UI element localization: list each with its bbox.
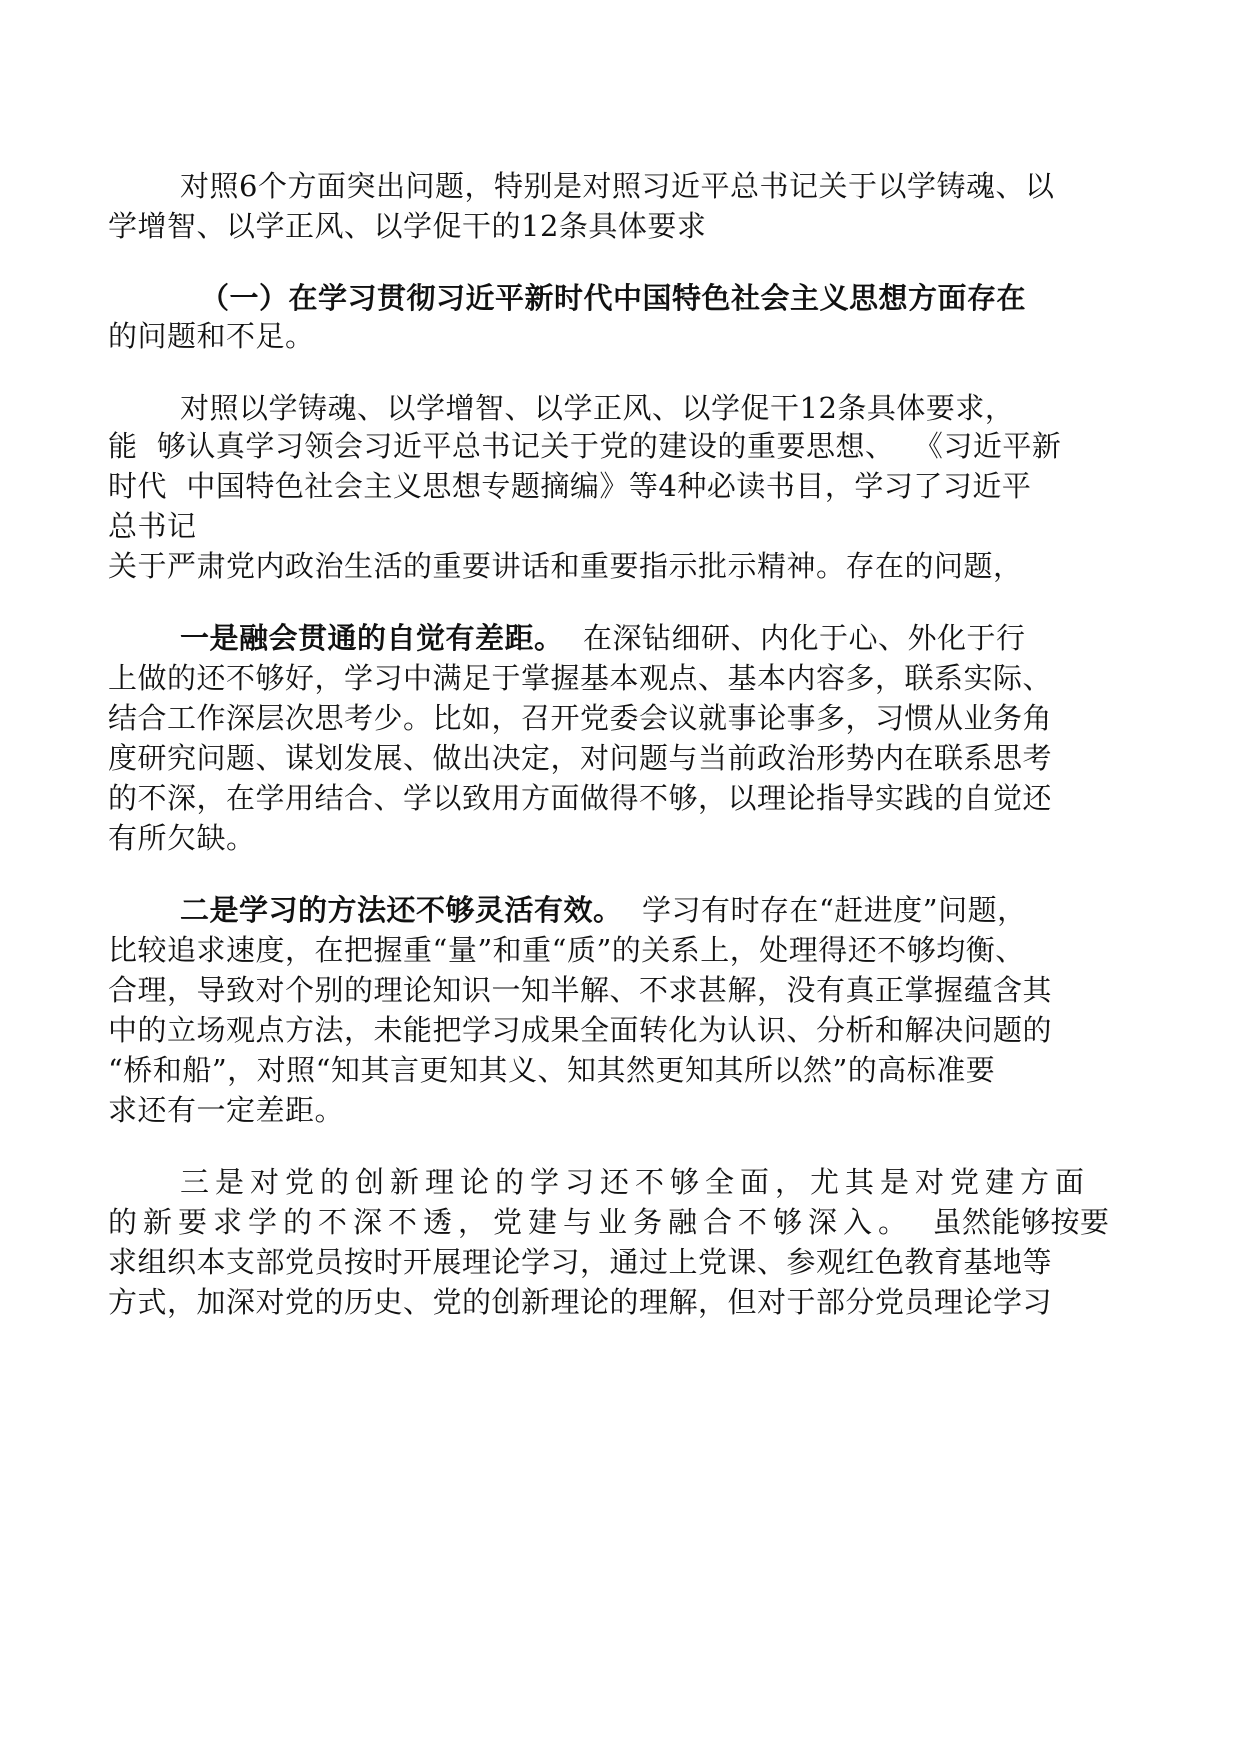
- text-line: [108, 546, 1023, 586]
- text-segment: 虽然能够按要: [913, 1205, 1110, 1239]
- text-line: [108, 1050, 995, 1090]
- text-line: [108, 1010, 1052, 1050]
- text-line: [180, 1162, 1090, 1202]
- text-segment: 对照6个方面突出问题，特别是对照习近平总书记关于以学铸魂、以: [180, 169, 1055, 203]
- text-line: [180, 166, 1054, 206]
- text-segment: 能 够认真学习领会习近平总书记关于党的建设的重要思想、 《习近平新: [108, 429, 1062, 463]
- text-line: [108, 506, 197, 546]
- text-line: [108, 426, 1061, 466]
- text-line: [108, 1202, 1109, 1242]
- text-line: [180, 388, 1014, 428]
- text-segment: 合理，导致对个别的理论知识一知半解、不求甚解，没有真正掌握蕴含其: [108, 973, 1053, 1007]
- text-segment: “桥和船”，对照“知其言更知其义、知其然更知其所以然”的高标准要: [108, 1053, 996, 1087]
- text-line: [200, 278, 1026, 318]
- text-segment: 对照以学铸魂、以学增智、以学正风、以学促干12条具体要求，: [180, 391, 1015, 425]
- text-line: [108, 778, 1052, 818]
- text-line: [108, 970, 1052, 1010]
- text-segment: 求组织本支部党员按时开展理论学习，通过上党课、参观红色教育基地等: [108, 1245, 1053, 1279]
- bold-text-segment: 二是学习的方法还不够灵活有效。: [180, 893, 623, 927]
- text-segment: 学增智、以学正风、以学促干的12条具体要求: [108, 209, 707, 243]
- text-line: [108, 738, 1052, 778]
- text-line: [108, 1090, 344, 1130]
- text-segment: 的新要求学的不深不透，党建与业务融合不够深入。: [108, 1205, 914, 1239]
- text-line: [108, 818, 256, 858]
- text-segment: 比较追求速度，在把握重“量”和重“质”的关系上，处理得还不够均衡、: [108, 933, 1025, 967]
- text-segment: 中的立场观点方法，未能把学习成果全面转化为认识、分析和解决问题的: [108, 1013, 1053, 1047]
- bold-text-segment: 一是融会贯通的自觉有差距。: [180, 621, 564, 655]
- text-line: [180, 890, 1027, 930]
- text-segment: 在深钻细研、内化于心、外化于行: [563, 621, 1026, 655]
- text-line: [108, 698, 1052, 738]
- text-line: [108, 206, 706, 246]
- text-line: [108, 930, 1025, 970]
- text-segment: 求还有一定差距。: [108, 1093, 345, 1127]
- text-line: [180, 618, 1025, 658]
- text-segment: 总书记: [108, 509, 197, 543]
- text-segment: 结合工作深层次思考少。比如，召开党委会议就事论事多，习惯从业务角: [108, 701, 1053, 735]
- text-segment: 的问题和不足。: [108, 319, 315, 353]
- text-segment: 有所欠缺。: [108, 821, 256, 855]
- text-segment: 上做的还不够好，学习中满足于掌握基本观点、基本内容多，联系实际、: [108, 661, 1053, 695]
- text-segment: 的不深，在学用结合、学以致用方面做得不够，以理论指导实践的自觉还: [108, 781, 1053, 815]
- text-line: [108, 1242, 1052, 1282]
- text-line: [108, 466, 1031, 506]
- text-line: [108, 1282, 1052, 1322]
- text-line: [108, 658, 1052, 698]
- text-segment: 时代 中国特色社会主义思想专题摘编》等4种必读书目，学习了习近平: [108, 469, 1032, 503]
- text-segment: 关于严肃党内政治生活的重要讲话和重要指示批示精神。存在的问题，: [108, 549, 1023, 583]
- text-segment: 学习有时存在“赶进度”问题，: [622, 893, 1027, 927]
- text-segment: 方式，加深对党的历史、党的创新理论的理解，但对于部分党员理论学习: [108, 1285, 1053, 1319]
- text-line: [108, 316, 315, 356]
- text-segment: 度研究问题、谋划发展、做出决定，对问题与当前政治形势内在联系思考: [108, 741, 1053, 775]
- bold-text-segment: （一）在学习贯彻习近平新时代中国特色社会主义思想方面存在: [200, 281, 1027, 315]
- text-segment: 三是对党的创新理论的学习还不够全面，尤其是对党建方面: [180, 1165, 1091, 1199]
